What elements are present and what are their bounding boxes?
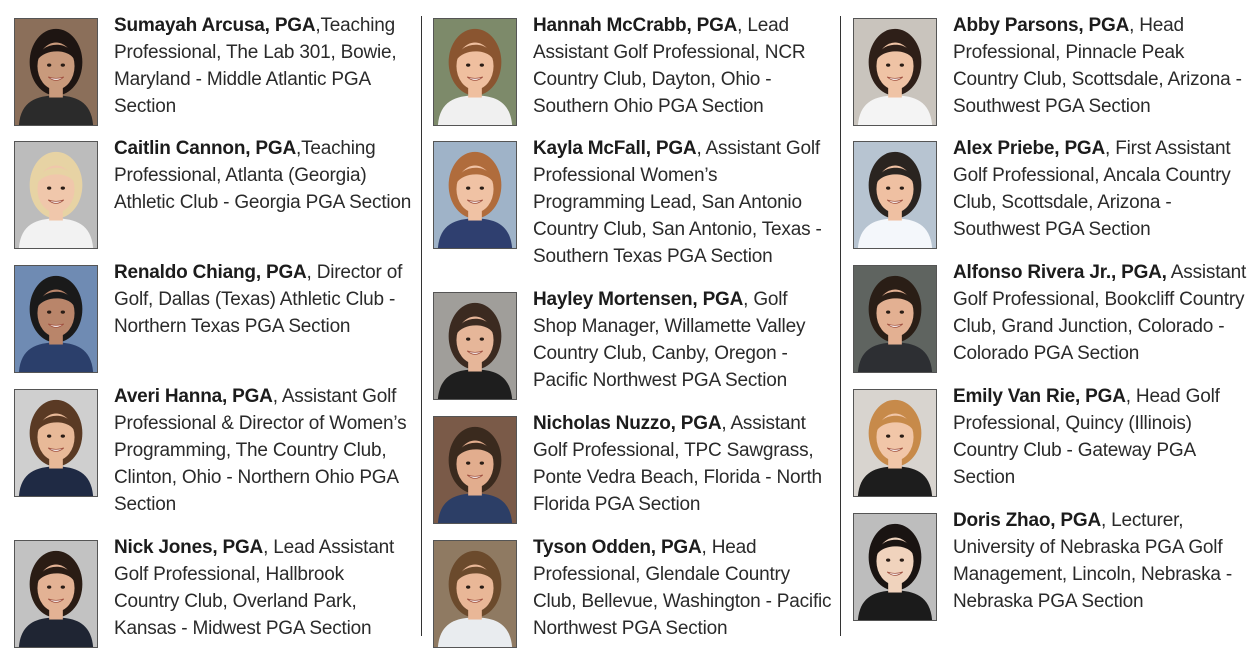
portrait-graphic	[15, 19, 97, 125]
profile-details: First Assistant Golf Professional, Ancala Country Club, Scottsdale, Arizona - Southwest PGA Section	[953, 138, 1231, 240]
portrait-graphic	[434, 541, 516, 647]
profile-text	[533, 135, 833, 270]
headshot-photo	[14, 389, 98, 497]
column-divider-2	[840, 16, 841, 636]
portrait-graphic	[15, 541, 97, 647]
profile-name: Abby Parsons, PGA	[953, 15, 1130, 36]
headshot-photo	[14, 540, 98, 648]
profile-details: Lead Assistant Golf Professional, Hallbrook Country Club, Overland Park, Kansas - Midwest PGA Section	[114, 537, 395, 639]
headshot-photo	[433, 416, 517, 524]
profile-text	[114, 12, 414, 120]
profile-text	[114, 259, 414, 340]
profile-details: Golf Shop Manager, Willamette Valley Country Club, Canby, Oregon - Pacific Northwest PGA Section	[533, 289, 806, 391]
portrait-graphic	[15, 142, 97, 248]
name-separator: ,	[1100, 510, 1112, 531]
headshot-photo	[853, 265, 937, 373]
profile-text	[953, 259, 1253, 367]
headshot-photo	[433, 141, 517, 249]
profile-name: Hayley Mortensen, PGA	[533, 289, 744, 310]
headshot-photo	[853, 389, 937, 497]
name-separator: ,	[306, 262, 317, 283]
portrait-graphic	[434, 19, 516, 125]
profile-details: Assistant Golf Professional & Director of Women’s Programming, The Country Club, Clinton, Ohio - Northern Ohio PGA Section	[114, 386, 407, 515]
profile-text	[953, 135, 1253, 243]
profile-name: Nick Jones, PGA	[114, 537, 264, 558]
profile-text	[533, 410, 833, 518]
profile-details: Head Professional, Pinnacle Peak Country Club, Scottsdale, Arizona - Southwest PGA Section	[953, 15, 1242, 117]
name-separator: ,	[295, 138, 302, 159]
profile-text	[533, 534, 833, 642]
name-separator: ,	[743, 289, 754, 310]
profile-text	[953, 507, 1253, 615]
profile-text	[533, 286, 833, 394]
profile-name: Alfonso Rivera Jr., PGA,	[953, 262, 1167, 283]
headshot-photo	[853, 18, 937, 126]
profile-name: Caitlin Cannon, PGA	[114, 138, 296, 159]
headshot-photo	[14, 265, 98, 373]
profile-name: Averi Hanna, PGA	[114, 386, 273, 407]
profile-name: Sumayah Arcusa, PGA	[114, 15, 316, 36]
portrait-graphic	[854, 19, 936, 125]
profile-text	[114, 383, 414, 518]
column-divider-1	[421, 16, 422, 636]
portrait-graphic	[434, 142, 516, 248]
name-separator: ,	[701, 537, 712, 558]
profile-name: Tyson Odden, PGA	[533, 537, 702, 558]
name-separator: ,	[272, 386, 282, 407]
profile-name: Doris Zhao, PGA	[953, 510, 1101, 531]
name-separator: ,	[721, 413, 731, 434]
profile-details: Head Professional, Glendale Country Club, Bellevue, Washington - Pacific Northwest PGA Section	[533, 537, 832, 639]
profile-details: Assistant Golf Professional, TPC Sawgrass, Ponte Vedra Beach, Florida - North Florida PGA Section	[533, 413, 822, 515]
profile-details: Director of Golf, Dallas (Texas) Athletic Club - Northern Texas PGA Section	[114, 262, 403, 337]
name-separator: ,	[1125, 386, 1136, 407]
profile-details: Lecturer, University of Nebraska PGA Golf Management, Lincoln, Nebraska - Nebraska PGA Section	[953, 510, 1232, 612]
headshot-photo	[433, 540, 517, 648]
profile-text	[533, 12, 833, 120]
profile-details: Teaching Professional, Atlanta (Georgia) Athletic Club - Georgia PGA Section	[114, 138, 412, 213]
profile-details: Assistant Golf Professional, Bookcliff Country Club, Grand Junction, Colorado - Colorado PGA Section	[953, 262, 1247, 364]
portrait-graphic	[854, 266, 936, 372]
portrait-graphic	[434, 293, 516, 399]
profile-text	[953, 12, 1253, 120]
profile-details: Lead Assistant Golf Professional, NCR Country Club, Dayton, Ohio - Southern Ohio PGA Section	[533, 15, 806, 117]
profile-details: Assistant Golf Professional Women’s Programming Lead, San Antonio Country Club, San Antonio, Texas - Southern Texas PGA Section	[533, 138, 822, 267]
name-separator: ,	[315, 15, 321, 36]
name-separator: ,	[737, 15, 748, 36]
portrait-graphic	[434, 417, 516, 523]
portrait-graphic	[854, 142, 936, 248]
portrait-graphic	[15, 266, 97, 372]
profile-name: Renaldo Chiang, PGA	[114, 262, 307, 283]
profile-name: Hannah McCrabb, PGA	[533, 15, 738, 36]
headshot-photo	[853, 141, 937, 249]
profile-text	[114, 534, 414, 642]
profile-details: Head Golf Professional, Quincy (Illinois) Country Club - Gateway PGA Section	[953, 386, 1220, 488]
portrait-graphic	[854, 390, 936, 496]
profile-name: Emily Van Rie, PGA	[953, 386, 1126, 407]
profile-name: Alex Priebe, PGA	[953, 138, 1106, 159]
profile-name: Nicholas Nuzzo, PGA	[533, 413, 722, 434]
portrait-graphic	[15, 390, 97, 496]
portrait-graphic	[854, 514, 936, 620]
profile-name: Kayla McFall, PGA	[533, 138, 697, 159]
name-separator: ,	[1105, 138, 1116, 159]
headshot-photo	[433, 292, 517, 400]
profile-text	[953, 383, 1253, 491]
name-separator: ,	[263, 537, 274, 558]
name-separator: ,	[696, 138, 706, 159]
headshot-photo	[433, 18, 517, 126]
profile-details: Teaching Professional, The Lab 301, Bowie, Maryland - Middle Atlantic PGA Section	[114, 15, 397, 117]
headshot-photo	[853, 513, 937, 621]
name-separator: ,	[1129, 15, 1140, 36]
headshot-photo	[14, 18, 98, 126]
profile-text	[114, 135, 414, 216]
headshot-photo	[14, 141, 98, 249]
